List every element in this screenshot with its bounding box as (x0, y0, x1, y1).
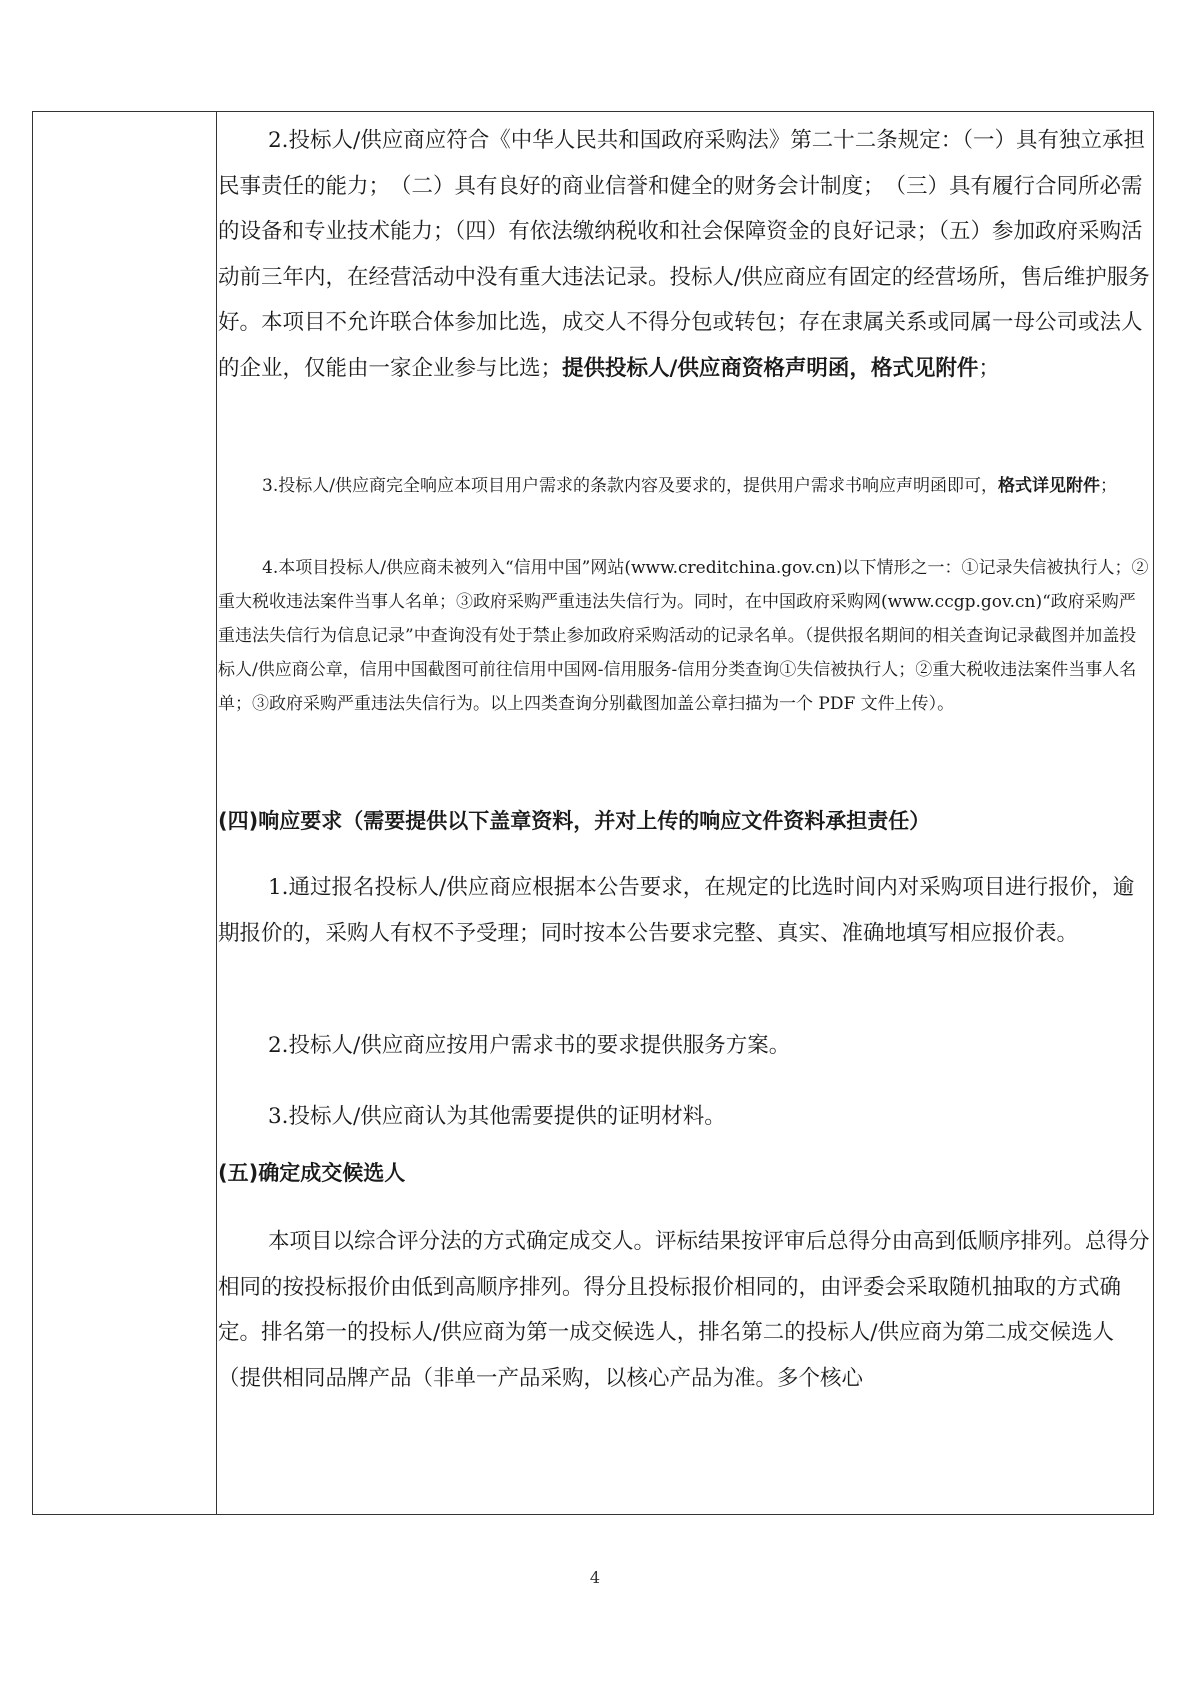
response-item-3: 3.投标人/供应商认为其他需要提供的证明材料。 (268, 1104, 726, 1129)
qualification-item-3 (218, 469, 1152, 503)
qualification-item-3-tail: ； (1099, 476, 1117, 496)
table-column-divider (216, 111, 217, 1515)
qualification-item-2 (218, 118, 1152, 392)
table-content-cell (218, 111, 1152, 1515)
selection-body: 本项目以综合评分法的方式确定成交人。评标结果按评审后总得分由高到低顺序排列。总得分相同的按投标报价由低到高顺序排列。得分且投标报价相同的，由评委会采取随机抽取的方式确定。排名第一的投标人/供应商为第一成交候选人，排名第二的投标人/供应商为第二成交候选人（提供相同品牌产品（非单一产品采购，以核心产品为准。多个核心 (218, 1229, 1150, 1391)
qualification-item-2-bold: 提供投标人/供应商资格声明函，格式见附件 (562, 355, 979, 381)
page-number: 4 (589, 1568, 601, 1587)
qualification-item-3-text: 3.投标人/供应商完全响应本项目用户需求的条款内容及要求的，提供用户需求书响应声明函即可， (262, 476, 998, 496)
response-item-2: 2.投标人/供应商应按用户需求书的要求提供服务方案。 (268, 1033, 791, 1058)
qualification-item-2-tail: ； (978, 355, 1000, 381)
qualification-item-4: 4.本项目投标人/供应商未被列入“信用中国”网站(www.creditchina.gov.cn)以下情形之一：①记录失信被执行人；②重大税收违法案件当事人名单；③政府采购严重违法失信行为。同时，在中国政府采购网(www.ccgp.gov.cn)“政府采购严重违法失信行为信息记录”中查询没有处于禁止参加政府采购活动的记录名单。（提供报名期间的相关查询记录截图并加盖投标人/供应商公章，信用中国截图可前往信用中国网-信用服务-信用分类查询①失信被执行人；②重大税收违法案件当事人名单；③政府采购严重违法失信行为。以上四类查询分别截图加盖公章扫描为一个 PDF 文件上传）。 (218, 558, 1149, 714)
qualification-item-2-text: 2.投标人/供应商应符合《中华人民共和国政府采购法》第二十二条规定：（一）具有独立承担民事责任的能力； （二）具有良好的商业信誉和健全的财务会计制度； （三）具有履行合同所必需的设备和专业技术能力；（四）有依法缴纳税收和社会保障资金的良好记录；（五）参加政府采购活动前三年内，在经营活动中没有重大违法记录。投标人/供应商应有固定的经营场所，售后维护服务好。本项目不允许联合体参加比选，成交人不得分包或转包；存在隶属关系或同属一母公司或法人的企业，仅能由一家企业参与比选； (218, 128, 1150, 381)
qualification-item-3-bold: 格式详见附件 (997, 476, 1100, 496)
selection-heading: (五)确定成交候选人 (218, 1161, 406, 1185)
response-heading: (四)响应要求（需要提供以下盖章资料，并对上传的响应文件资料承担责任） (218, 809, 931, 833)
response-item-1: 1.通过报名投标人/供应商应根据本公告要求，在规定的比选时间内对采购项目进行报价，逾期报价的，采购人有权不予受理；同时按本公告要求完整、真实、准确地填写相应报价表。 (218, 875, 1135, 946)
